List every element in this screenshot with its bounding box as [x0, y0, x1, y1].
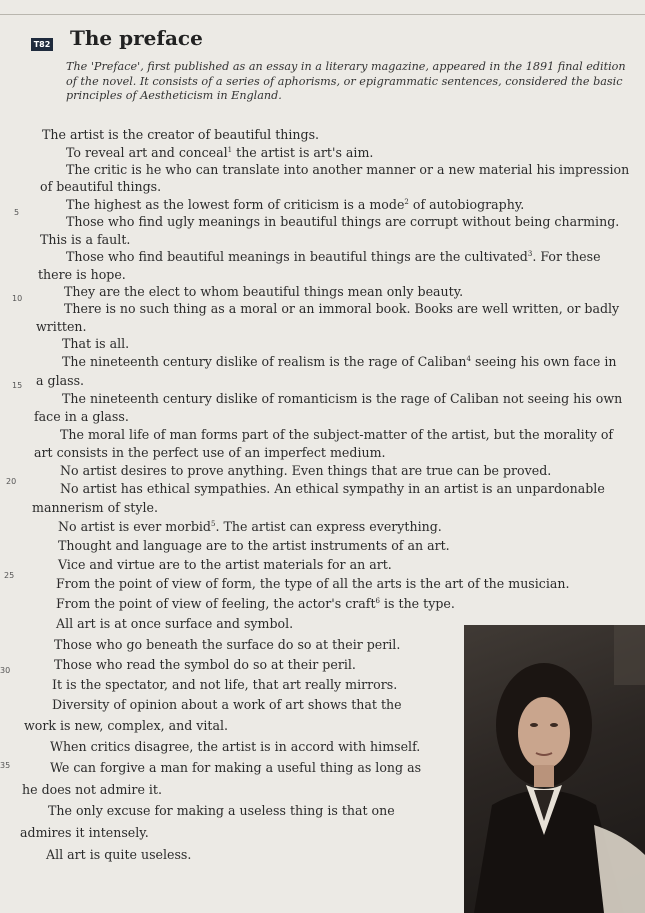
footnote-mark: 3: [527, 249, 533, 258]
text-line: No artist has ethical sympathies. An ethical sympathy in an artist is an unpardonable: [60, 481, 605, 496]
line-number: 15: [12, 381, 23, 390]
text-line: Vice and virtue are to the artist materials for an art.: [58, 557, 392, 572]
text-line: The only excuse for making a useless thing is that one: [48, 803, 395, 818]
text-line: The nineteenth century dislike of realism is the rage of Caliban$^4$ seeing his own face in: [62, 354, 617, 369]
text-line: written.: [36, 319, 87, 334]
line-number: 25: [4, 571, 15, 580]
line-number: 30: [0, 666, 11, 675]
footnote-mark: 1: [227, 145, 233, 154]
page-title: The preface: [70, 26, 203, 50]
text-line: This is a fault.: [40, 232, 131, 247]
text-line: The critic is he who can translate into another manner or a new material his impression: [66, 162, 630, 177]
text-line: The artist is the creator of beautiful things.: [42, 127, 320, 142]
text-line: From the point of view of feeling, the actor's craft$^6$ is the type.: [56, 596, 455, 611]
text-line: Thought and language are to the artist instruments of an art.: [58, 538, 450, 553]
text-line: The nineteenth century dislike of romanticism is the rage of Caliban not seeing his own: [62, 391, 623, 406]
text-line: There is no such thing as a moral or an immoral book. Books are well written, or badly: [64, 301, 620, 316]
line-number: 5: [14, 208, 20, 217]
text-line: All art is at once surface and symbol.: [56, 616, 294, 631]
intro-paragraph: The 'Preface', first published as an essay in a literary magazine, appeared in the 1891 final edition of the novel. It consists of a series of aphorisms, or epigrammatic sentences, considered the basic principles of Aestheticism in England.: [66, 60, 626, 102]
text-line: No artist is ever morbid$^5$. The artist can express everything.: [58, 519, 442, 534]
line-number: 10: [12, 294, 23, 303]
text-line: art consists in the perfect use of an imperfect medium.: [34, 445, 386, 460]
text-line: Diversity of opinion about a work of art shows that the: [52, 697, 402, 712]
track-badge: T82: [31, 38, 53, 51]
footnote-mark: 6: [375, 596, 380, 605]
line-number: 20: [6, 477, 17, 486]
footnote-mark: 2: [404, 197, 409, 206]
text-line: From the point of view of form, the type of all the arts is the art of the musician.: [56, 576, 570, 591]
text-line: admires it intensely.: [20, 825, 149, 840]
text-line: he does not admire it.: [22, 782, 162, 797]
text-line: We can forgive a man for making a useful thing as long as: [50, 760, 422, 775]
footnote-mark: 4: [466, 354, 471, 363]
text-line: When critics disagree, the artist is in accord with himself.: [50, 739, 421, 754]
text-line: That is all.: [62, 336, 130, 351]
text-line: It is the spectator, and not life, that art really mirrors.: [52, 677, 398, 692]
text-line: there is hope.: [38, 267, 126, 282]
portrait-photo: [464, 625, 645, 913]
text-line: They are the elect to whom beautiful things mean only beauty.: [64, 284, 464, 299]
portrait-figure-icon: [464, 625, 645, 913]
text-line: mannerism of style.: [32, 500, 158, 515]
footnote-mark: 5: [210, 519, 216, 528]
line-number: 35: [0, 761, 11, 770]
text-line: The highest as the lowest form of criticism is a mode$^2$ of autobiography.: [66, 197, 525, 212]
text-line: Those who go beneath the surface do so at their peril.: [54, 637, 401, 652]
text-line: Those who find ugly meanings in beautiful things are corrupt without being charming.: [66, 214, 620, 229]
text-line: a glass.: [36, 373, 85, 388]
text-line: No artist desires to prove anything. Even things that are true can be proved.: [60, 463, 552, 478]
text-line: All art is quite useless.: [46, 847, 192, 862]
text-line: Those who read the symbol do so at their peril.: [54, 657, 356, 672]
text-line: of beautiful things.: [40, 179, 162, 194]
text-line: The moral life of man forms part of the subject-matter of the artist, but the morality of: [60, 427, 614, 442]
text-line: To reveal art and conceal$^1$ the artist is art's aim.: [66, 145, 374, 160]
text-line: work is new, complex, and vital.: [24, 718, 229, 733]
text-line: Those who find beautiful meanings in beautiful things are the cultivated$^3$. For these: [66, 249, 601, 264]
text-line: face in a glass.: [34, 409, 129, 424]
